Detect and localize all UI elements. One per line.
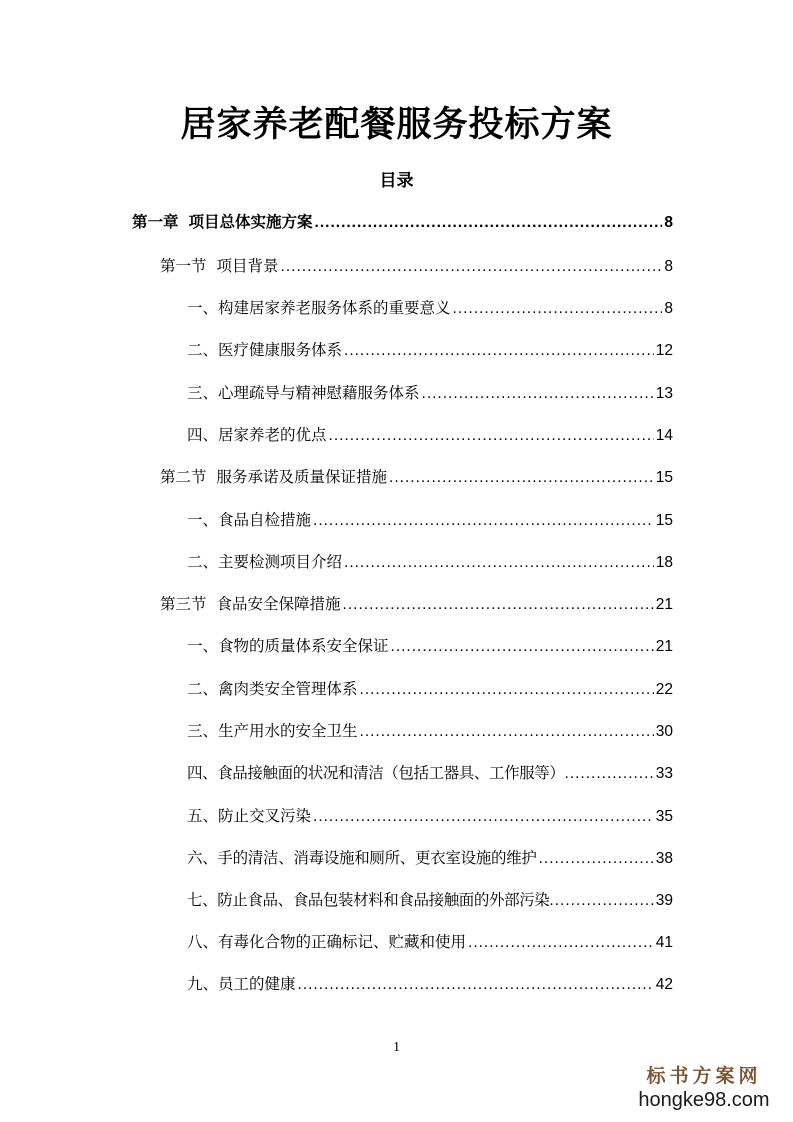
watermark-site-name: 标书方案网: [646, 1065, 762, 1087]
watermark-url: hongke98.com: [638, 1089, 770, 1111]
toc-entry-text: 服务承诺及质量保证措施: [216, 468, 388, 486]
toc-entry-text: 四、居家养老的优点: [187, 426, 327, 444]
toc-entry-item[interactable]: [187, 632, 673, 660]
toc-leader-dots: [549, 887, 655, 915]
toc-entry-page: 35: [655, 808, 673, 825]
toc-entry-text: 七、防止食品、食品包装材料和食品接触面的外部污染: [187, 891, 550, 909]
toc-leader-dots: [315, 209, 663, 237]
toc-entry-item[interactable]: [187, 844, 673, 872]
toc-entry-text: 四、食品接触面的状况和清洁（包括工器具、工作服等）: [187, 764, 565, 782]
toc-leader-dots: [298, 971, 654, 999]
toc-entry-item[interactable]: [187, 675, 673, 703]
toc-leader-dots: [360, 676, 654, 704]
toc-entry-section-3[interactable]: [160, 590, 673, 618]
toc-entry-page: 8: [664, 300, 673, 317]
toc-entry-item[interactable]: [187, 886, 673, 914]
toc-leader-dots: [313, 507, 654, 535]
toc-entry-text: 五、防止交叉污染: [187, 807, 312, 825]
toc-entry-item[interactable]: [187, 928, 673, 956]
toc-entry-item[interactable]: [187, 717, 673, 745]
toc-entry-page: 18: [655, 554, 673, 571]
toc-entry-page: 39: [655, 892, 673, 909]
toc-leader-dots: [539, 845, 654, 873]
toc-leader-dots: [344, 337, 654, 365]
toc-entry-item[interactable]: [187, 759, 673, 787]
toc-leader-dots: [313, 803, 654, 831]
toc-entry-item[interactable]: [187, 802, 673, 830]
toc-entry-item[interactable]: [187, 421, 673, 449]
toc-entry-text: 三、心理疏导与精神慰藉服务体系: [187, 384, 420, 402]
toc-entry-page: 15: [655, 469, 673, 486]
toc-entry-item[interactable]: [187, 379, 673, 407]
toc-entry-page: 8: [664, 214, 673, 231]
toc-entry-text: 二、医疗健康服务体系: [187, 341, 343, 359]
site-watermark[interactable]: [629, 1064, 779, 1112]
toc-entry-page: 12: [655, 342, 673, 359]
toc-entry-prefix: 第一章: [132, 213, 179, 231]
toc-entry-page: 13: [655, 385, 673, 402]
toc-entry-page: 30: [655, 723, 673, 740]
toc-entry-item[interactable]: [187, 506, 673, 534]
toc-entry-text: 食品安全保障措施: [216, 595, 341, 613]
toc-entry-item[interactable]: [187, 970, 673, 998]
toc-entry-text: 九、员工的健康: [187, 975, 296, 993]
toc-entry-prefix: 第三节: [160, 595, 207, 613]
toc-leader-dots: [329, 422, 654, 450]
toc-entry-page: 38: [655, 850, 673, 867]
toc-entry-text: 一、食品自检措施: [187, 511, 312, 529]
toc-entry-chapter-1[interactable]: [132, 208, 673, 236]
toc-leader-dots: [281, 253, 663, 281]
toc-leader-dots: [422, 380, 654, 408]
toc-entry-text: 八、有毒化合物的正确标记、贮藏和使用: [187, 933, 467, 951]
toc-leader-dots: [344, 549, 654, 577]
toc-leader-dots: [343, 591, 654, 619]
toc-entry-item[interactable]: [187, 548, 673, 576]
toc-entry-item[interactable]: [187, 336, 673, 364]
toc-leader-dots: [391, 633, 654, 661]
toc-entry-page: 8: [664, 258, 673, 275]
toc-entry-page: 42: [655, 976, 673, 993]
toc-entry-item[interactable]: [187, 294, 673, 322]
toc-entry-page: 14: [655, 427, 673, 444]
toc-leader-dots: [453, 295, 663, 323]
toc-entry-page: 21: [655, 596, 673, 613]
toc-entry-section-2[interactable]: [160, 463, 673, 491]
toc-leader-dots: [565, 760, 656, 788]
toc-entry-text: 项目总体实施方案: [188, 213, 313, 231]
toc-entry-page: 33: [655, 765, 673, 782]
toc-entry-text: 一、构建居家养老服务体系的重要意义: [187, 299, 451, 317]
toc-entry-text: 项目背景: [216, 257, 279, 275]
toc-leader-dots: [389, 464, 654, 492]
toc-entry-text: 一、食物的质量体系安全保证: [187, 637, 389, 655]
toc-entry-section-1[interactable]: [160, 252, 673, 280]
toc-entry-prefix: 第一节: [160, 257, 207, 275]
toc-entry-page: 21: [655, 638, 673, 655]
toc-entry-page: 41: [655, 934, 673, 951]
document-title: 居家养老配餐服务投标方案: [180, 105, 613, 145]
toc-entry-page: 22: [655, 681, 673, 698]
toc-entry-text: 三、生产用水的安全卫生: [187, 722, 358, 740]
toc-entry-page: 15: [655, 512, 673, 529]
toc-heading: 目录: [379, 171, 414, 191]
toc-entry-text: 六、手的清洁、消毒设施和厕所、更衣室设施的维护: [187, 849, 537, 867]
toc-entry-text: 二、主要检测项目介绍: [187, 553, 343, 571]
toc-entry-text: 二、禽肉类安全管理体系: [187, 680, 358, 698]
toc-leader-dots: [468, 929, 654, 957]
toc-entry-prefix: 第二节: [160, 468, 207, 486]
toc-leader-dots: [360, 718, 654, 746]
page-number: 1: [393, 1040, 400, 1055]
